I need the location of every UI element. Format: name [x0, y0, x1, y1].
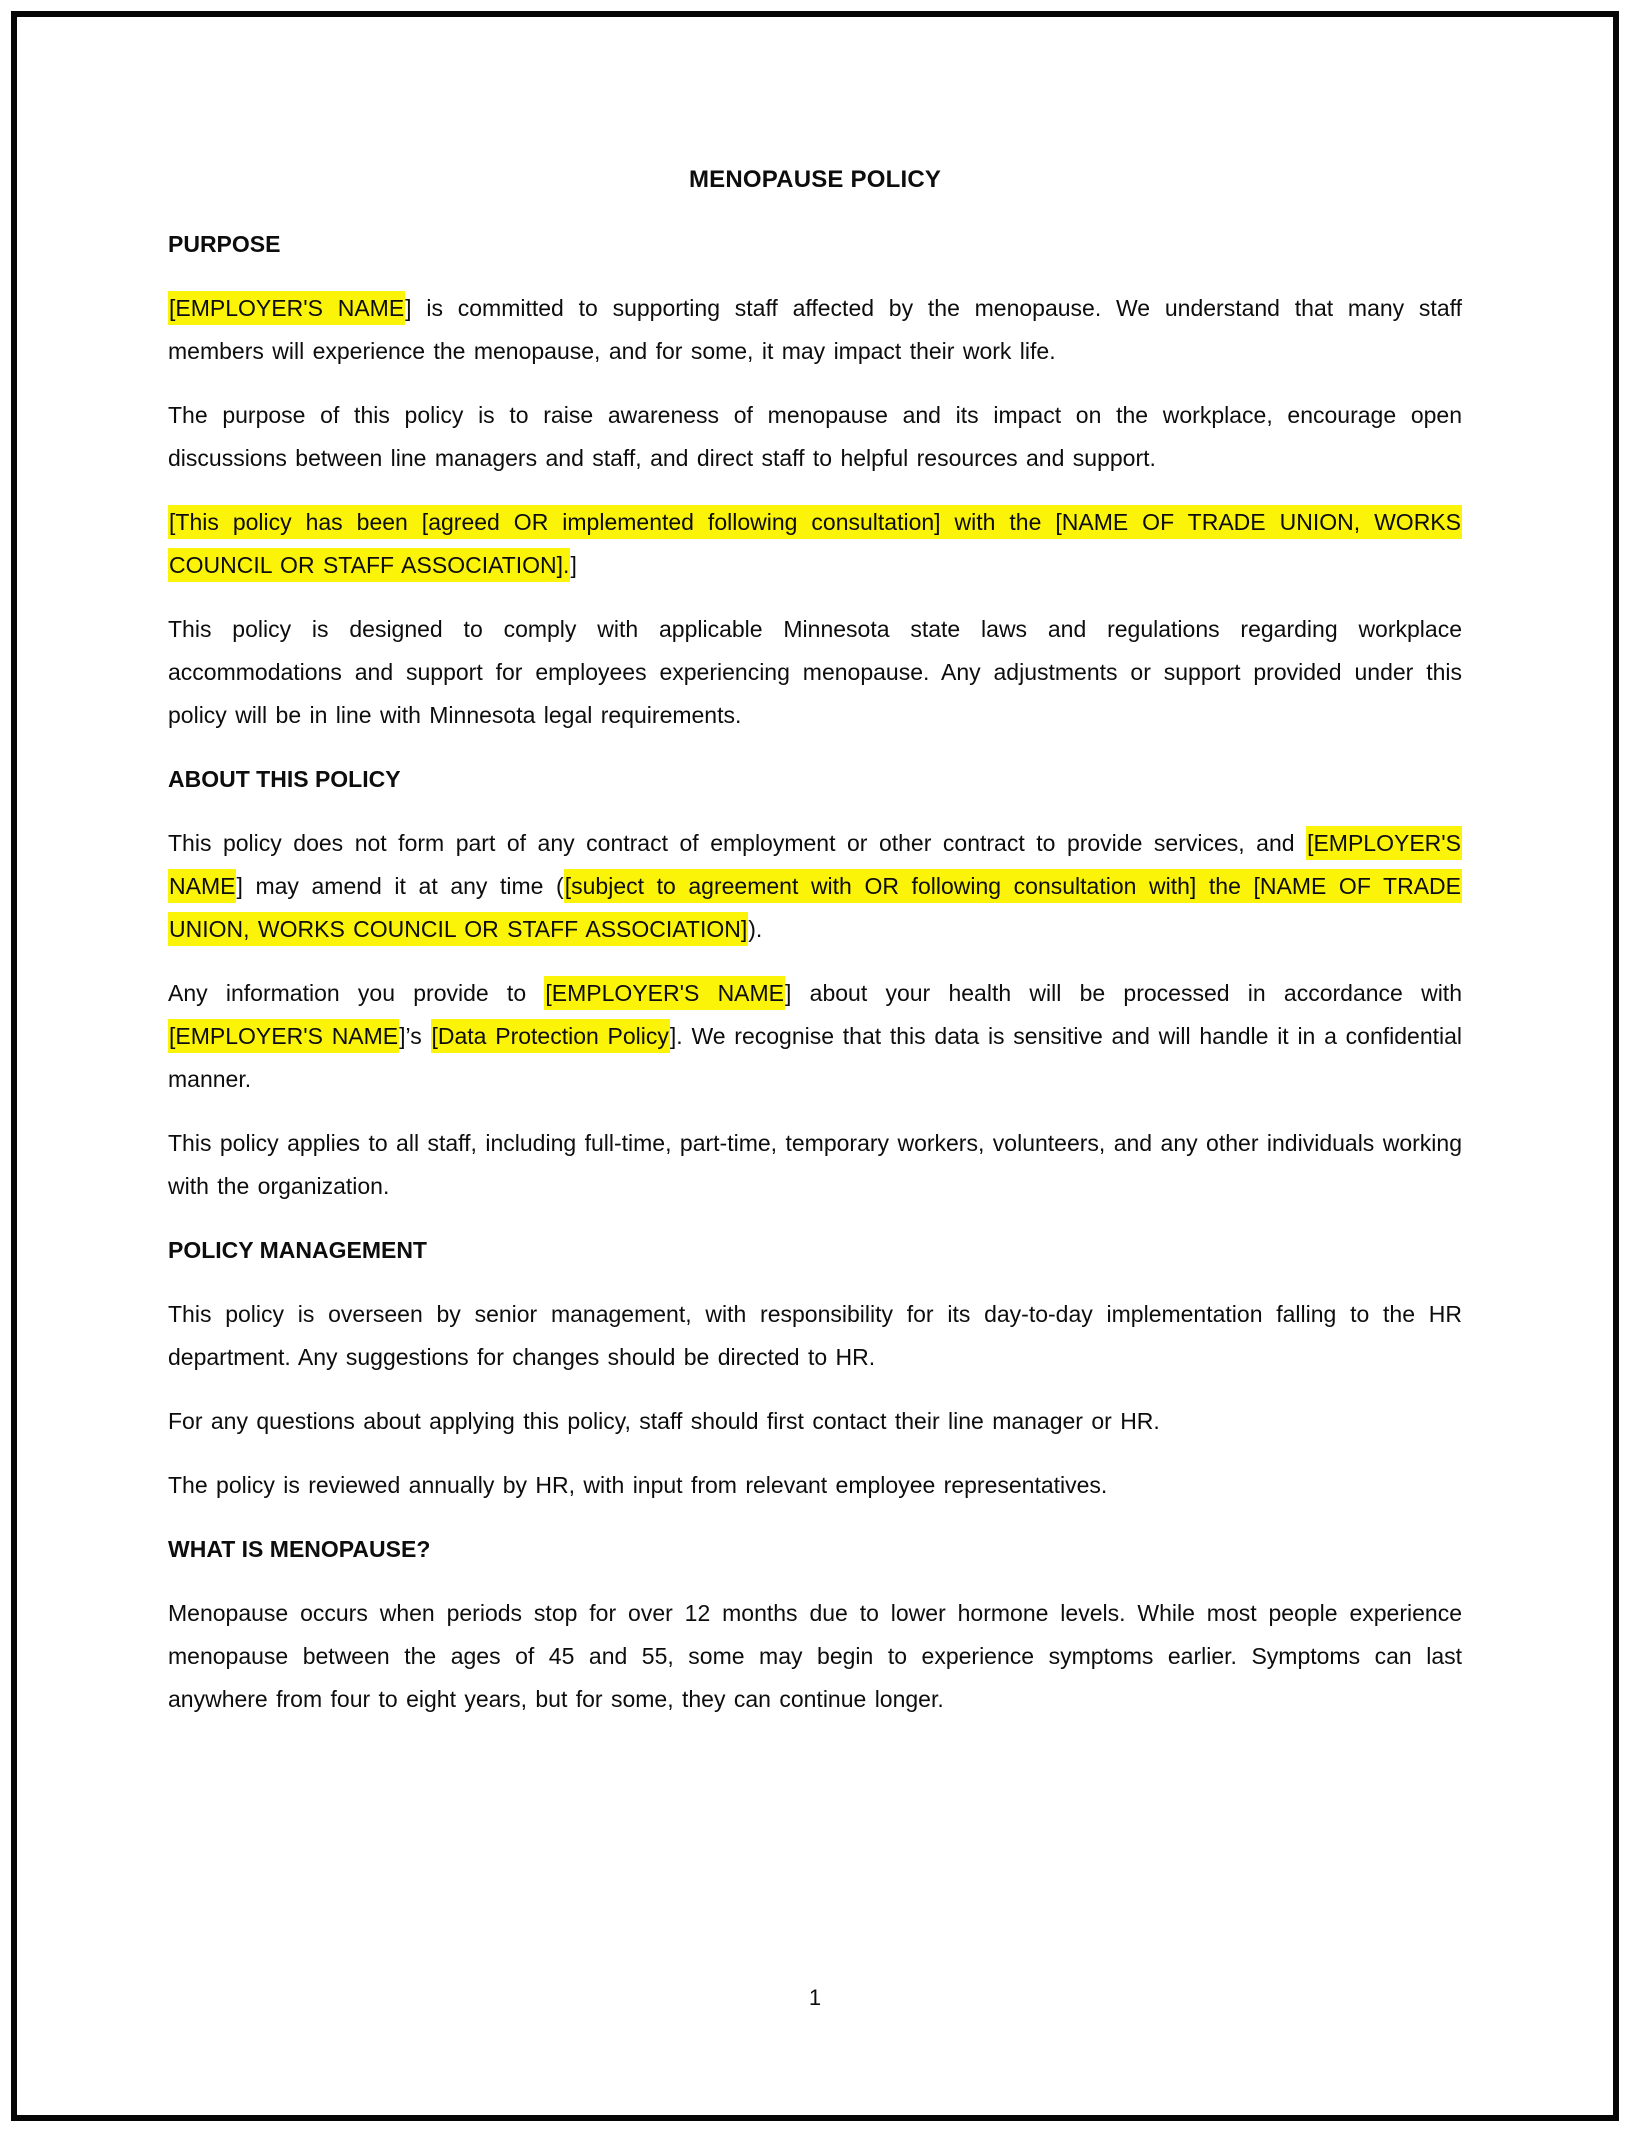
body-text: ]	[570, 552, 577, 578]
sections-container	[168, 223, 1462, 1742]
body-text: ]’s	[399, 1023, 431, 1049]
body-text: This policy is overseen by senior management, with responsibility for its day-to-day implementation falling to the HR department. Any suggestions for changes should be directed to HR.	[168, 1301, 1462, 1370]
body-text: Menopause occurs when periods stop for over 12 months due to lower hormone levels. While most people experience menopause between the ages of 45 and 55, some may begin to experience symptoms earlier. Symptoms can last anywhere from four to eight years, but for some, they can continue longer.	[168, 1600, 1462, 1712]
document-title: MENOPAUSE POLICY	[688, 166, 942, 193]
section-heading: POLICY MANAGEMENT	[168, 1237, 427, 1263]
highlighted-text: [This policy has been [agreed OR implemented following consultation] with the [NAME OF TRADE UNION, WORKS COUNCIL OR STAFF ASSOCIATION].	[168, 505, 1462, 582]
body-text: This policy does not form part of any contract of employment or other contract to provide services, and	[168, 830, 1307, 856]
highlighted-text: [EMPLOYER'S NAME	[544, 976, 785, 1010]
paragraph	[168, 1293, 1462, 1379]
body-text: Any information you provide to	[168, 980, 545, 1006]
paragraph	[168, 1122, 1462, 1208]
highlighted-text: [EMPLOYER'S NAME	[168, 1019, 399, 1053]
section-heading: ABOUT THIS POLICY	[168, 766, 401, 792]
section-heading: PURPOSE	[168, 231, 281, 257]
paragraph	[168, 287, 1462, 373]
paragraph	[168, 1400, 1462, 1443]
paragraph	[168, 972, 1462, 1101]
body-text: ] about your health will be processed in accordance with	[785, 980, 1462, 1006]
paragraph	[168, 1464, 1462, 1507]
paragraph	[168, 501, 1462, 587]
highlighted-text: [EMPLOYER'S NAME	[168, 291, 405, 325]
page-footer	[168, 1976, 1462, 2019]
paragraph	[168, 822, 1462, 951]
body-text: ]. We recognise that this data is sensitive and will handle it in a confidential manner.	[168, 1023, 1463, 1092]
paragraph	[168, 608, 1462, 737]
body-text: For any questions about applying this policy, staff should first contact their line manager or HR.	[168, 1408, 1160, 1434]
highlighted-text: [subject to agreement with OR following consultation with] the [NAME OF TRADE UNION, WORKS COUNCIL OR STAFF ASSOCIATION]	[168, 869, 1462, 946]
paragraph	[168, 1592, 1462, 1721]
document-content	[17, 17, 1613, 2115]
body-text: The purpose of this policy is to raise awareness of menopause and its impact on the workplace, encourage open discussions between line managers and staff, and direct staff to helpful resources and support.	[168, 402, 1462, 471]
body-text: ] may amend it at any time (	[236, 873, 564, 899]
highlighted-text: [Data Protection Policy	[431, 1019, 670, 1053]
body-text: The policy is reviewed annually by HR, with input from relevant employee representatives.	[168, 1472, 1108, 1498]
paragraph	[168, 394, 1462, 480]
page-number: 1	[808, 1985, 822, 2010]
body-text: This policy applies to all staff, including full-time, part-time, temporary workers, volunteers, and any other individuals working with the organization.	[168, 1130, 1462, 1199]
body-text: This policy is designed to comply with applicable Minnesota state laws and regulations regarding workplace accommodations and support for employees experiencing menopause. Any adjustments or support provided under this policy will be in line with Minnesota legal requirements.	[168, 616, 1462, 728]
highlighted-text: [EMPLOYER'S NAME	[168, 826, 1462, 903]
body-text: ).	[748, 916, 763, 942]
body-text: ] is committed to supporting staff affected by the menopause. We understand that many staff members will experience the menopause, and for some, it may impact their work life.	[168, 295, 1462, 364]
section-heading: WHAT IS MENOPAUSE?	[168, 1536, 431, 1562]
